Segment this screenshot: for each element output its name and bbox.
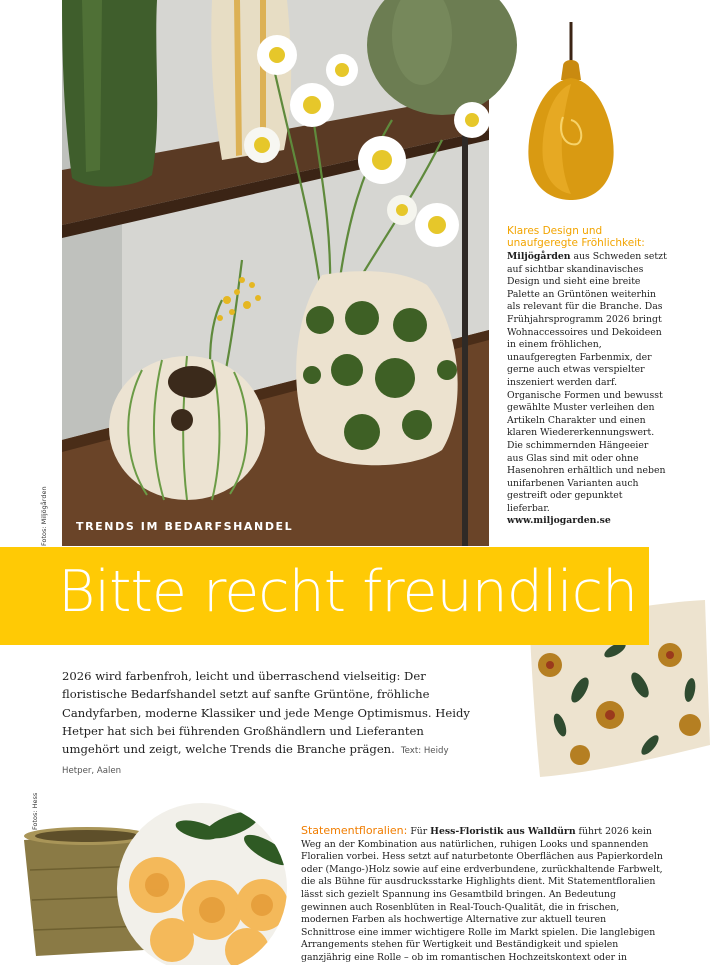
sidebar-heading: Klares Design und unaufgeregte Fröhlichkeit: [507, 225, 645, 249]
hero-photo [62, 0, 489, 546]
glass-egg-ornament-image [515, 22, 625, 212]
sidebar-url-link[interactable]: www.miljogarden.se [507, 515, 611, 527]
sidebar-article [507, 225, 667, 528]
intro-text: 2026 wird farbenfroh, leicht und überraschend vielseitig: Der floristische Bedarfshandel setzt auf sanfte Grüntöne, fröhliche Candyfarben, moderne Klassiker und jede Menge Optimismus. Heidy Hetper hat sich bei führenden Großhändlern und Lieferanten umgehört und zeigt, welche Trends die Branche prägen. [62, 669, 470, 757]
article-company: Hess-Floristik aus Walldürn [430, 826, 576, 837]
page-title: Bitte recht freundlich [58, 559, 638, 625]
photo-credit: Fotos: Miljögården [40, 486, 48, 546]
article-lead: Für [407, 826, 431, 837]
section-overline: TRENDS IM BEDARFSHANDEL [76, 520, 294, 533]
photo-credit-bottom: Fotos: Hess [31, 792, 39, 830]
bottom-article [301, 825, 663, 965]
sidebar-body [507, 251, 667, 528]
roses-and-wooden-bowl-image [22, 800, 292, 956]
byline: Text: Heidy Hetper, Aalen [62, 746, 449, 777]
article-heading: Statementfloralien: [301, 824, 408, 837]
vases-on-shelf-image [62, 0, 489, 546]
intro-paragraph [62, 667, 477, 781]
article-body: führt 2026 kein Weg an der Kombination aus natürlichen, ruhigen Looks und spannenden Floralien vorbei. Hess setzt auf naturbetonte Oberflächen aus Papierkordeln oder (Mango-)Holz sowie auf eine erdverbundene, zurückhaltende Farbwelt, die als Bühne für ausdrucksstarke Highlights dient. Mit Statementfloralien lässt sich gezielt Spannung ins Gesamtbild bringen. An Bedeutung gewinnen auch Rosenblüten in Real-Touch-Qualität, die in frischen, modernen Farben als hochwertige Alternative zur aktuell teuren Schnittrose eine immer wichtigere Rolle im Markt spielen. Die langlebigen Arrangements stehen für Wertigkeit und Beständigkeit und spielen ganzjährig eine Rolle – ob im romantischen Hochzeitskontext oder in [301, 826, 663, 963]
sidebar-text: aus Schweden setzt auf sichtbar skandinavisches Design und sieht eine breite Palette an Grüntönen weiterhin als relevant für die Branche. Das Frühjahrsprogramm 2026 bringt Wohnaccessoires und Dekoideen in einem fröhlichen, unaufgeregten Farbenmix, der gerne auch etwas verspielter inszeniert werden darf. Organische Formen und bewusst gewählte Muster verleihen den Artikeln Charakter und einen klaren Wiedererkennungswert. Die schimmernden Hängeeier aus Glas sind mit oder ohne Hasenohren erhältlich und neben unifarbenen Varianten auch gestreift oder gepunktet lieferbar. [507, 251, 667, 514]
sidebar-brand: Miljögården [507, 251, 571, 262]
